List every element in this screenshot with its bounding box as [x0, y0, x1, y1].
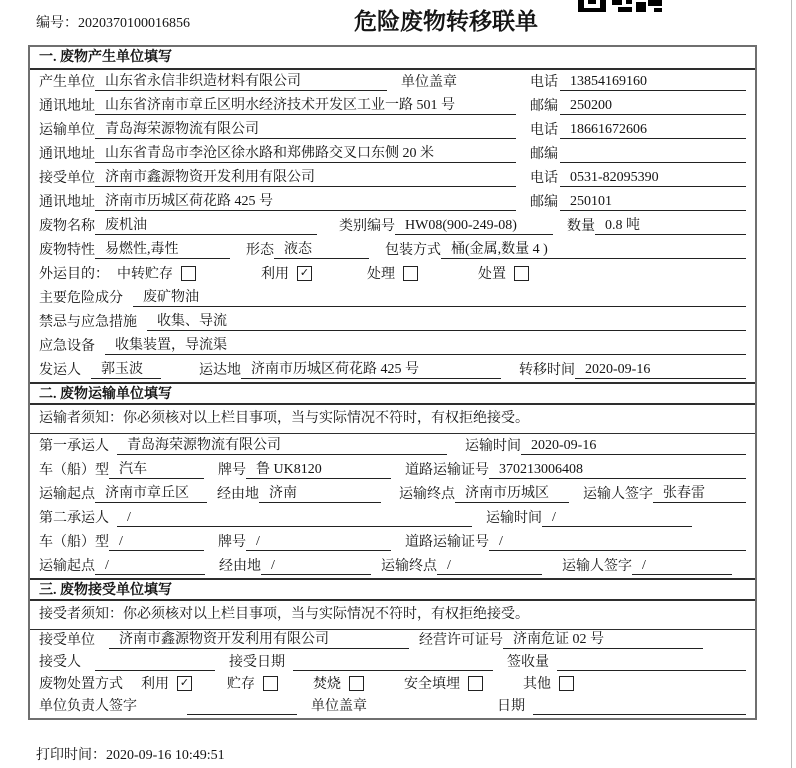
waste-name-value: 废机油 — [95, 214, 317, 235]
field-label: 包装方式 — [385, 243, 441, 258]
plate-number-1-value: 鲁 UK8120 — [246, 458, 391, 479]
second-carrier-row — [30, 506, 755, 530]
field-label: 电话 — [530, 171, 558, 186]
waste-property-value: 易燃性,毒性 — [95, 238, 230, 259]
route-start-1-value: 济南市章丘区 — [95, 482, 207, 503]
field-label: 运达地 — [199, 363, 241, 378]
disposal-option-utilize — [141, 673, 192, 693]
doc-number-value: 2020370100016856 — [78, 16, 190, 31]
route-1-row — [30, 482, 755, 506]
receiver-phone-value: 0531-82095390 — [560, 170, 746, 187]
field-label: 产生单位 — [39, 75, 95, 90]
hazard-component-value: 废矿物油 — [133, 286, 746, 307]
producer-name-value: 山东省永信非织造材料有限公司 — [95, 70, 387, 91]
disposal-option-other — [523, 673, 574, 693]
shipper-row — [30, 358, 755, 382]
field-label: 牌号 — [218, 463, 246, 478]
receiver-zip-value: 250101 — [560, 194, 746, 211]
field-label: 通讯地址 — [39, 99, 95, 114]
field-label: 运输终点 — [399, 487, 455, 502]
notice-label: 接受者须知： — [39, 607, 123, 622]
field-label: 签收量 — [507, 655, 549, 670]
section-1-header: 一. 废物产生单位填写 — [30, 47, 755, 70]
shipper-name-value: 郭玉波 — [91, 358, 161, 379]
transporter-address-row — [30, 142, 755, 166]
route-via-2-value: / — [261, 558, 371, 575]
option-label: 利用 — [261, 267, 289, 282]
waste-form-value: 液态 — [274, 238, 369, 259]
waste-quantity-value: 0.8 吨 — [595, 214, 746, 235]
field-label: 经由地 — [219, 559, 261, 574]
manifest-form — [28, 45, 757, 720]
accept-unit-value: 济南市鑫源物资开发利用有限公司 — [109, 628, 409, 649]
road-license-1-value: 370213006408 — [489, 462, 746, 479]
field-label: 运输终点 — [381, 559, 437, 574]
transporter-signature-1-value: 张春雷 — [653, 482, 746, 503]
route-end-2-value: / — [437, 558, 542, 575]
field-label: 邮编 — [530, 99, 558, 114]
field-label: 第一承运人 — [39, 439, 109, 454]
field-label: 道路运输证号 — [405, 463, 489, 478]
checkbox-icon — [403, 266, 418, 281]
notice-label: 运输者须知： — [39, 411, 123, 426]
field-label: 电话 — [530, 75, 558, 90]
print-time — [36, 744, 225, 764]
transport-time-2-value: / — [542, 510, 692, 527]
transporter-phone-value: 18661672606 — [560, 122, 746, 139]
disposal-option-landfill — [404, 673, 483, 693]
print-time-label: 打印时间： — [36, 748, 106, 763]
field-label: 废物名称 — [39, 219, 95, 234]
field-label: 运输时间 — [486, 511, 542, 526]
emergency-measures-row — [30, 310, 755, 334]
field-label: 转移时间 — [519, 363, 575, 378]
accept-unit-row — [30, 630, 755, 652]
field-label: 主要危险成分 — [39, 291, 123, 306]
receiver-address-row — [30, 190, 755, 214]
purpose-option-treat — [367, 263, 418, 283]
transport-time-1-value: 2020-09-16 — [521, 438, 746, 455]
producer-address-row — [30, 94, 755, 118]
field-label: 接受单位 — [39, 633, 95, 648]
waste-category-value: HW08(900-249-08) — [395, 218, 553, 235]
route-end-1-value: 济南市历城区 — [455, 482, 569, 503]
field-label: 电话 — [530, 123, 558, 138]
hazard-component-row — [30, 286, 755, 310]
section-2-header: 二. 废物运输单位填写 — [30, 382, 755, 405]
emergency-equipment-value: 收集装置，导流渠 — [105, 334, 746, 355]
field-label: 禁忌与应急措施 — [39, 315, 137, 330]
section-3-header: 三. 废物接受单位填写 — [30, 578, 755, 601]
vehicle-1-row — [30, 458, 755, 482]
receiver-address-value: 济南市历城区荷花路 425 号 — [95, 190, 516, 211]
producer-zip-value: 250200 — [560, 98, 746, 115]
field-label: 经由地 — [217, 487, 259, 502]
option-label: 安全填埋 — [404, 677, 460, 692]
route-via-1-value: 济南 — [259, 482, 381, 503]
option-label: 中转贮存 — [117, 267, 173, 282]
option-label: 贮存 — [227, 677, 255, 692]
checkbox-icon — [263, 676, 278, 691]
field-label: 运输起点 — [39, 559, 95, 574]
field-label: 外运目的： — [39, 267, 109, 282]
field-label: 废物处置方式 — [39, 677, 123, 692]
disposal-method-row — [30, 674, 755, 696]
field-label: 牌号 — [218, 535, 246, 550]
receiver-row — [30, 166, 755, 190]
field-label: 运输起点 — [39, 487, 95, 502]
accept-date-value — [293, 670, 493, 671]
first-carrier-row — [30, 434, 755, 458]
vehicle-type-2-value: / — [109, 534, 204, 551]
responsible-sign-row — [30, 696, 755, 718]
disposal-option-incinerate — [313, 673, 364, 693]
vehicle-2-row — [30, 530, 755, 554]
receiver-name-value: 济南市鑫源物资开发利用有限公司 — [95, 166, 516, 187]
receiver-notice — [30, 601, 755, 630]
plate-number-2-value: / — [246, 534, 391, 551]
second-carrier-value: / — [117, 510, 472, 527]
field-label: 通讯地址 — [39, 195, 95, 210]
emergency-measures-value: 收集、导流 — [147, 310, 746, 331]
field-label: 邮编 — [530, 147, 558, 162]
route-start-2-value: / — [95, 558, 205, 575]
checkbox-icon — [468, 676, 483, 691]
field-label: 类别编号 — [339, 219, 395, 234]
field-label: 废物特性 — [39, 243, 95, 258]
page-edge-divider — [791, 0, 792, 768]
transporter-address-value: 山东省青岛市李沧区徐水路和郑佛路交叉口东侧 20 米 — [95, 142, 516, 163]
first-carrier-value: 青岛海荣源物流有限公司 — [117, 434, 447, 455]
transporter-row — [30, 118, 755, 142]
checkbox-checked-icon: ✓ — [177, 676, 192, 691]
transporter-signature-2-value: / — [632, 558, 732, 575]
field-label: 道路运输证号 — [405, 535, 489, 550]
transporter-notice — [30, 405, 755, 434]
field-label: 接受单位 — [39, 171, 95, 186]
option-label: 处理 — [367, 267, 395, 282]
field-label: 邮编 — [530, 195, 558, 210]
field-label: 车（船）型 — [39, 535, 109, 550]
waste-name-row — [30, 214, 755, 238]
sign-date-value — [533, 714, 746, 715]
producer-address-value: 山东省济南市章丘区明水经济技术开发区工业一路 501 号 — [95, 94, 516, 115]
field-label: 运输时间 — [465, 439, 521, 454]
transfer-purpose-row — [30, 262, 755, 286]
checkbox-icon — [559, 676, 574, 691]
notice-text: 你必须核对以上栏目事项，当与实际情况不符时，有权拒绝接受。 — [123, 411, 529, 426]
producer-row — [30, 70, 755, 94]
qr-code-fragment-icon — [578, 0, 662, 12]
unit-seal-label: 单位盖章 — [401, 75, 457, 90]
waste-property-row — [30, 238, 755, 262]
option-label: 利用 — [141, 677, 169, 692]
doc-number-label: 编号： — [36, 16, 78, 31]
responsible-signature-value — [187, 714, 297, 715]
checkbox-icon — [349, 676, 364, 691]
field-label: 经营许可证号 — [419, 633, 503, 648]
road-license-2-value: / — [489, 534, 746, 551]
option-label: 其他 — [523, 677, 551, 692]
transporter-name-value: 青岛海荣源物流有限公司 — [95, 118, 516, 139]
notice-text: 你必须核对以上栏目事项，当与实际情况不符时，有权拒绝接受。 — [123, 607, 529, 622]
emergency-equipment-row — [30, 334, 755, 358]
page-title: 危险废物转移联单 — [354, 9, 538, 34]
print-time-value: 2020-09-16 10:49:51 — [106, 748, 225, 763]
field-label: 发运人 — [39, 363, 81, 378]
route-2-row — [30, 554, 755, 578]
checkbox-icon — [181, 266, 196, 281]
destination-value: 济南市历城区荷花路 425 号 — [241, 358, 501, 379]
field-label: 数量 — [567, 219, 595, 234]
field-label: 第二承运人 — [39, 511, 109, 526]
purpose-option-utilize — [261, 263, 312, 283]
option-label: 焚烧 — [313, 677, 341, 692]
purpose-option-transfer-storage — [117, 263, 196, 283]
transfer-time-value: 2020-09-16 — [575, 362, 746, 379]
option-label: 处置 — [478, 267, 506, 282]
business-license-value: 济南危证 02 号 — [503, 628, 703, 649]
field-label: 运输人签字 — [562, 559, 632, 574]
checkbox-checked-icon: ✓ — [297, 266, 312, 281]
acceptor-name-value — [95, 670, 215, 671]
field-label: 车（船）型 — [39, 463, 109, 478]
field-label: 接受人 — [39, 655, 81, 670]
unit-seal-label: 单位盖章 — [311, 699, 367, 714]
producer-phone-value: 13854169160 — [560, 74, 746, 91]
waste-packing-value: 桶(金属,数量 4 ) — [441, 238, 746, 259]
purpose-option-dispose — [478, 263, 529, 283]
signed-quantity-value — [557, 670, 746, 671]
field-label: 运输人签字 — [583, 487, 653, 502]
field-label: 应急设备 — [39, 339, 95, 354]
checkbox-icon — [514, 266, 529, 281]
disposal-option-storage — [227, 673, 278, 693]
field-label: 运输单位 — [39, 123, 95, 138]
field-label: 日期 — [497, 699, 525, 714]
field-label: 单位负责人签字 — [39, 699, 137, 714]
field-label: 通讯地址 — [39, 147, 95, 162]
acceptor-row — [30, 652, 755, 674]
field-label: 接受日期 — [229, 655, 285, 670]
field-label: 形态 — [246, 243, 274, 258]
vehicle-type-1-value: 汽车 — [109, 458, 204, 479]
transporter-zip-value — [560, 162, 746, 163]
